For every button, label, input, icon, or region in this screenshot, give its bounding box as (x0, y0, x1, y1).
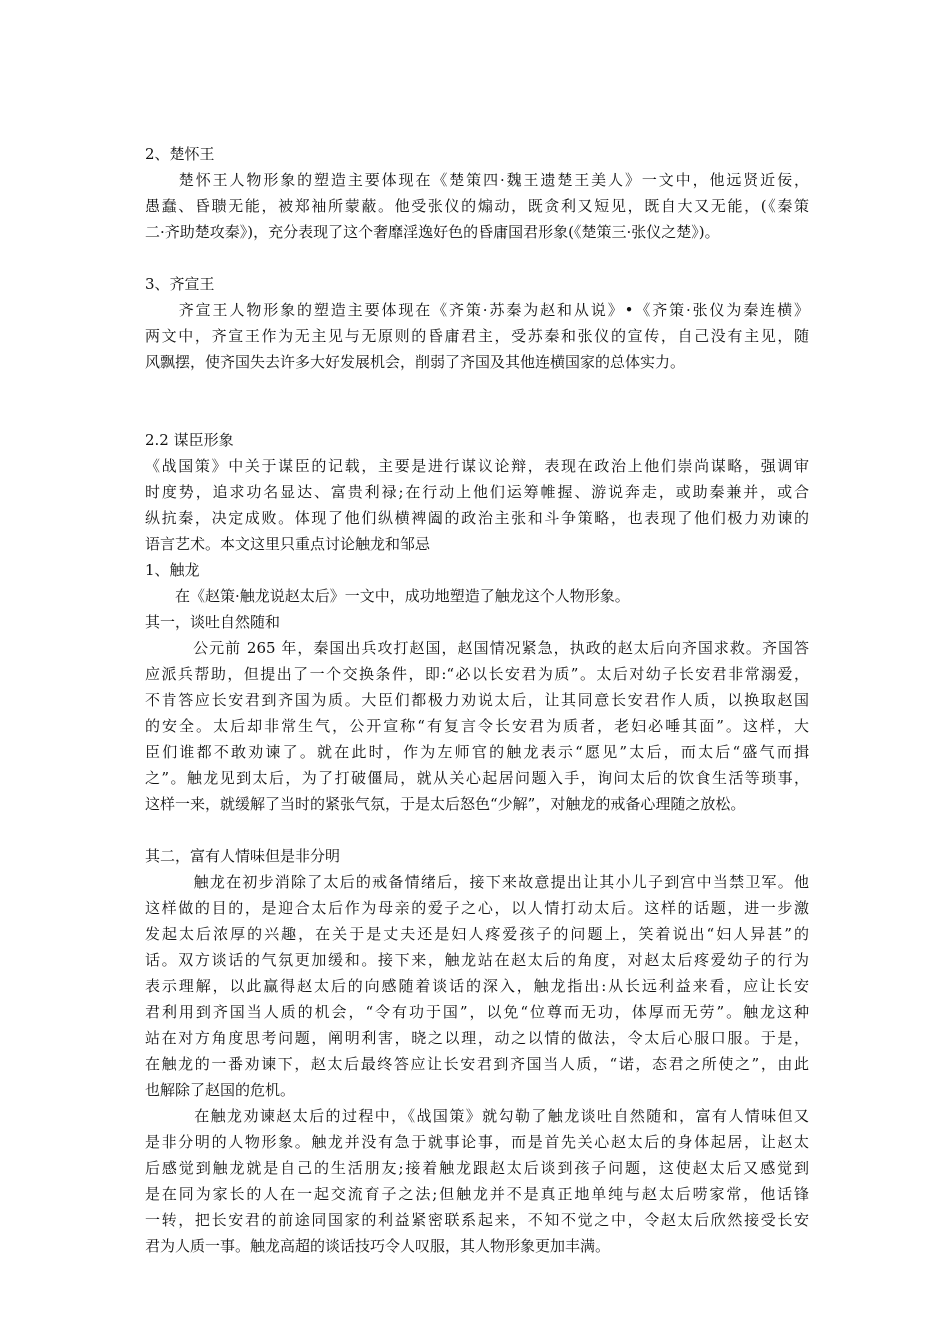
section-heading-chu-huai-wang: 2、楚怀王 (145, 145, 215, 163)
paragraph-line: 在触龙的一番劝谏下，赵太后最终答应让长安君到齐国当人质，“诺，态君之所使之”，由此 (145, 1055, 809, 1073)
section-heading-qi-xuan-wang: 3、齐宣王 (145, 275, 215, 293)
paragraph-line: 臣们谁都不敢劝谏了。就在此时，作为左师官的触龙表示“愿见”太后，而太后“盛气而揖 (145, 743, 809, 761)
paragraph-line: 不肯答应长安君到齐国为质。大臣们都极力劝说太后，让其同意长安君作人质，以换取赵国 (145, 691, 809, 709)
paragraph-line: 语言艺术。本文这里只重点讨论触龙和邹忌 (145, 535, 431, 553)
paragraph-line: 在触龙劝谏赵太后的过程中，《战国策》就勾勒了触龙谈吐自然随和，富有人情味但又 (145, 1107, 809, 1125)
spacer (145, 245, 809, 271)
paragraph-line: 后感觉到触龙就是自己的生活朋友;接着触龙跟赵太后谈到孩子问题，这使赵太后又感觉到 (145, 1159, 809, 1177)
paragraph-line: 君为人质一事。触龙高超的谈话技巧令人叹服，其人物形象更加丰满。 (145, 1237, 611, 1255)
paragraph-line: 风飘摆，使齐国失去许多大好发展机会，削弱了齐国及其他连横国家的总体实力。 (145, 353, 686, 371)
paragraph-line: 这样做的目的，是迎合太后作为母亲的爱子之心，以人情打动太后。这样的话题，进一步激 (145, 899, 809, 917)
paragraph-line: 是在同为家长的人在一起交流育子之法;但触龙并不是真正地单纯与赵太后唠家常，他话锋 (145, 1185, 809, 1203)
document-page (145, 141, 809, 1259)
paragraph-line: 站在对方角度思考问题，阐明利害，晓之以理，动之以情的做法，令太后心服口服。于是， (145, 1029, 809, 1047)
paragraph-line: 愚蠢、昏聩无能，被郑袖所蒙蔽。他受张仪的煽动，既贪利又短见，既自大又无能，(《秦策 (145, 197, 809, 215)
paragraph-line: 这样一来，就缓解了当时的紧张气氛，于是太后怒色“少解”，对触龙的戒备心理随之放松。 (145, 795, 746, 813)
paragraph-line: 《战国策》中关于谋臣的记载，主要是进行谋议论辩，表现在政治上他们崇尚谋略，强调审 (145, 457, 809, 475)
paragraph-line: 触龙在初步消除了太后的戒备情绪后，接下来故意提出让其小儿子到宫中当禁卫军。他 (145, 873, 809, 891)
paragraph-line: 公元前 265 年，秦国出兵攻打赵国，赵国情况紧急，执政的赵太后向齐国求救。齐国答 (145, 639, 809, 657)
paragraph-line: 齐宣王人物形象的塑造主要体现在《齐策·苏秦为赵和从说》•《齐策·张仪为秦连横》 (145, 301, 809, 319)
paragraph-line: 在《赵策·触龙说赵太后》一文中，成功地塑造了触龙这个人物形象。 (145, 587, 630, 605)
paragraph-line: 也解除了赵国的危机。 (145, 1081, 296, 1099)
paragraph-line: 二·齐助楚攻秦》)，充分表现了这个奢靡淫逸好色的昏庸国君形象(《楚策三·张仪之楚》)。 (145, 223, 720, 241)
paragraph-line: 楚怀王人物形象的塑造主要体现在《楚策四·魏王遗楚王美人》一文中，他远贤近佞， (145, 171, 809, 189)
paragraph-line: 君利用到齐国当人质的机会，“令有功于国”，以免“位尊而无功，体厚而无劳”。触龙这种 (145, 1003, 809, 1021)
subsection-heading-chu-long: 1、触龙 (145, 561, 200, 579)
paragraph-line: 表示理解，以此赢得赵太后的向感随着谈话的深入，触龙指出:从长远利益来看，应让长安 (145, 977, 809, 995)
paragraph-line: 两文中，齐宣王作为无主见与无原则的昏庸君主，受苏秦和张仪的宣传，自己没有主见，随 (145, 327, 809, 345)
paragraph-line: 之”。触龙见到太后，为了打破僵局，就从关心起居问题入手，询问太后的饮食生活等琐事， (145, 769, 809, 787)
paragraph-line: 纵抗秦，决定成败。体现了他们纵横裨阖的政治主张和斗争策略，也表现了他们极力劝谏的 (145, 509, 809, 527)
paragraph-line: 时度势，追求功名显达、富贵利禄;在行动上他们运筹帷握、游说奔走，或助秦兼并，或合 (145, 483, 809, 501)
point-heading-1: 其一，谈吐自然随和 (145, 613, 281, 631)
spacer (145, 817, 809, 843)
paragraph-line: 的安全。太后却非常生气，公开宣称“有复言令长安君为质者，老妇必唾其面”。这样，大 (145, 717, 809, 735)
section-heading-2-2: 2.2 谋臣形象 (145, 431, 234, 449)
paragraph-line: 话。双方谈话的气氛更加缓和。接下来，触龙站在赵太后的角度，对赵太后疼爱幼子的行为 (145, 951, 809, 969)
paragraph-line: 发起太后浓厚的兴趣，在关于是丈夫还是妇人疼爱孩子的问题上，笑着说出“妇人异甚”的 (145, 925, 809, 943)
paragraph-line: 是非分明的人物形象。触龙并没有急于就事论事，而是首先关心赵太后的身体起居，让赵太 (145, 1133, 809, 1151)
paragraph-line: 应派兵帮助，但提出了一个交换条件，即:“必以长安君为质”。太后对幼子长安君非常溺爱， (145, 665, 809, 683)
point-heading-2: 其二，富有人情味但是非分明 (145, 847, 341, 865)
paragraph-line: 一转，把长安君的前途同国家的利益紧密联系起来，不知不觉之中，令赵太后欣然接受长安 (145, 1211, 809, 1229)
spacer (145, 375, 809, 427)
